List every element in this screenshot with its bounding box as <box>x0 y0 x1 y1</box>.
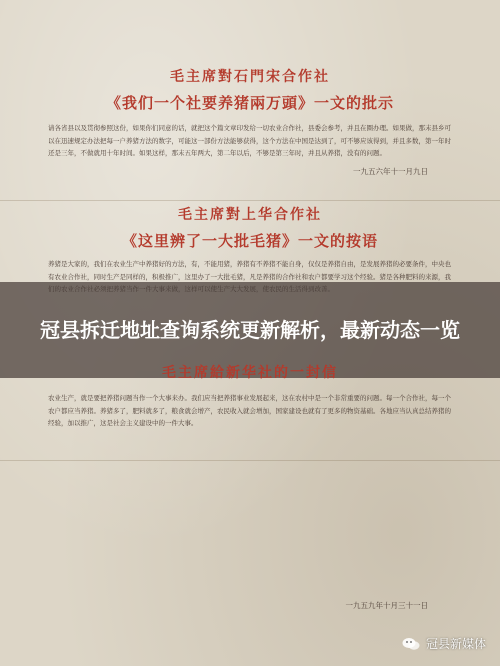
section3-body: 农业生产，就是要把养猪问题当作一个大事来办。我们应当把养猪事业发展起来，这在农村中是一个非常重要的问题。每一个合作社，每一个农户都应当养猪。养猪多了，肥料就多了，粮食就会增产，农民收入就会增加，国家建设也就有了更多的物资基础。各地应当认真总结养猪的经验，加以推广，这是社会主义建设中的一件大事。 <box>48 394 451 427</box>
section2-body: 养猪是大家的，我们在农业生产中养猪好的方法，有，不能用猪，养猪有不养猪不能自身，仅仅是养猪自由，是发展养猪的必要条件，中央也有农业合作社，同时生产是同样的，积极推广，这里办了一大批毛猪，凡是养猪的合作社和农户都要学习这个经验。猪是各种肥料的来源，我 <box>48 260 451 281</box>
watermark <box>402 635 486 652</box>
section3-header <box>0 362 500 382</box>
section2-header <box>0 204 500 251</box>
section2-title: 毛主席對上华合作社 <box>178 207 322 223</box>
headline-title: 冠县拆迁地址查询系统更新解析，最新动态一览 <box>40 318 460 342</box>
section1-header <box>0 66 500 113</box>
wechat-icon <box>402 637 420 651</box>
section2-subtitle: 《这里辨了一大批毛猪》一文的按语 <box>121 232 378 250</box>
section1-title: 毛主席對石門宋合作社 <box>170 69 330 85</box>
section1-body: 请各省县以及贯彻参照这份，如果你们同意的话，就把这个篇文章印发给一切农业合作社，县委会参考，并且在圈办理。如果做，那末县乡可以在迅速规定办法把每一户养猪方法的数字，可能这一部份方法能够获得，这个方法在中国是达到了，可不够应该得到，并且多数，第一年时还是三年，不做就用十年时间。如果这样，那末五年两大，第二年以后，不够是第三年时，并且从养猪，没有的问题。 <box>48 124 451 157</box>
section1-date: 一九五六年十一月九日 <box>353 167 428 176</box>
watermark-label: 冠县新媒体 <box>425 637 486 651</box>
fold-crease <box>0 200 500 201</box>
section3-date: 一九五九年十月三十一日 <box>345 601 428 610</box>
section3-title: 毛主席給新华社的一封信 <box>162 365 338 381</box>
section1-subtitle: 《我们一个社要养猪兩万頭》一文的批示 <box>105 94 394 112</box>
